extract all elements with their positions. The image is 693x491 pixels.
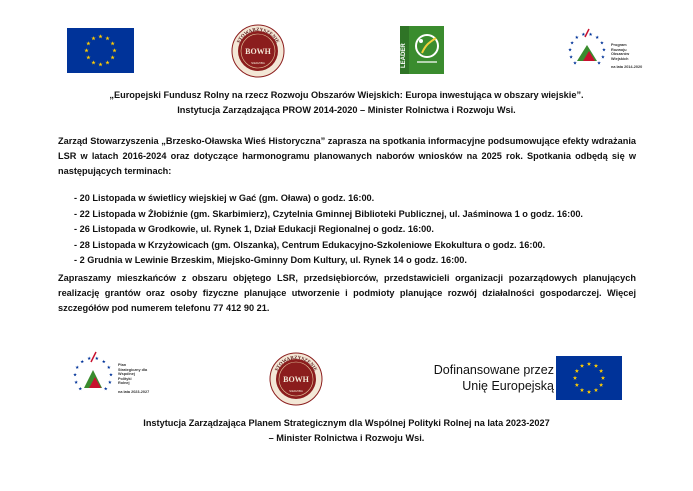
leader-logo-icon: [400, 26, 444, 74]
header-line-2: Instytucja Zarządzająca PROW 2014-2020 – Minister Rolnictwa i Rozwoju Wsi.: [177, 105, 516, 115]
star-icon: [600, 41, 604, 44]
ps-wpr-line: Polityki: [118, 376, 132, 381]
bowh-center-text: BOWH: [283, 375, 309, 384]
star-icon: [602, 48, 606, 51]
meeting-item: - 20 Listopada w świetlicy wiejskiej w Gać (gm. Oława) o godz. 16:00.: [74, 193, 375, 203]
meeting-item: - 28 Listopada w Krzyżowicach (gm. Olszanka), Centrum Edukacyjno-Szkoleniowe Ekokultura o godz. 16:00.: [74, 239, 546, 250]
prow-logo: [565, 27, 643, 77]
ps-wpr-line: Plan: [118, 363, 127, 367]
bowh-bottom-text: SIEDZIBA: [289, 389, 303, 393]
star-icon: [108, 380, 112, 383]
footer-line-1: Instytucja Zarządzająca Planem Strategicznym dla Wspólnej Polityki Rolnej na lata 2023-2027: [143, 418, 550, 428]
bowh-bottom-text: SIEDZIBA: [251, 61, 265, 65]
bowh-seal-bottom-icon: [269, 352, 323, 406]
ps-wpr-years: na lata 2023-2027: [118, 390, 150, 394]
intro-paragraph: Zarząd Stowarzyszenia „Brzesko-Oławska Wieś Historyczna” zaprasza na spotkania informacyjne podsumowujące efekty wdrażania LSR w latach 2016-2024 oraz dotyczące harmonogramu planowanych naborów wniosków na 2025 rok. Spotkania odbędą się w następujących terminach:: [58, 136, 636, 176]
prow-line: Wiejskich: [611, 56, 629, 61]
prow-years: na lata 2014-2020: [611, 65, 643, 69]
ps-wpr-line: Rolnej: [118, 381, 130, 386]
star-icon: [109, 373, 113, 376]
star-icon: [75, 365, 79, 368]
star-icon: [74, 380, 78, 383]
ps-wpr-line: Wspólnej: [118, 372, 135, 377]
star-icon: [582, 32, 586, 35]
header: [40, 89, 653, 117]
star-icon: [80, 360, 84, 363]
star-icon: [601, 55, 605, 58]
prow-line: Rozwoju: [611, 47, 627, 52]
star-icon: [573, 61, 577, 64]
prow-line: Program: [611, 43, 627, 47]
eu-flag-bottom-icon: [556, 356, 622, 400]
eu-flag-icon: [67, 28, 134, 73]
prow-line: Obszarów: [611, 52, 630, 57]
eu-funding-line-2: Unię Europejską: [462, 379, 554, 393]
bowh-seal-icon: [231, 24, 285, 78]
prow-logo-icon: [565, 27, 609, 75]
footer: [40, 417, 653, 445]
eu-funding-line-1: Dofinansowane przez: [433, 363, 554, 377]
ps-wpr-logo: [70, 350, 170, 402]
star-icon: [107, 365, 111, 368]
star-icon: [595, 35, 599, 38]
header-line-1: „Europejski Fundusz Rolny na rzecz Rozwoju Obszarów Wiejskich: Europa inwestująca w obszary wiejskie”.: [109, 90, 584, 100]
bowh-ring-text: STOWARZYSZENIE: [236, 27, 280, 45]
invitation-paragraph: Zapraszamy mieszkańców z obszaru objętego LSR, przedsiębiorców, przedstawicieli organizacji pozarządowych planujących realizację grantów oraz osoby fizyczne planujące utworzenie i podmioty planujące rozwój działalności gospodarczej. Więcej szczegółów pod numerem telefonu 77 412 90 21.: [58, 273, 636, 313]
ps-wpr-logo-icon: [70, 350, 116, 400]
ps-wpr-text: [118, 363, 168, 386]
meeting-item: - 26 Listopada w Grodkowie, ul. Rynek 1, Dział Edukacji Regionalnej o godz. 16:00.: [74, 224, 434, 234]
star-icon: [78, 387, 82, 390]
prow-text: [611, 43, 639, 61]
star-icon: [568, 48, 572, 51]
meeting-item: - 2 Grudnia w Lewinie Brzeskim, Miejsko-Gminny Dom Kultury, ul. Rynek 14 o godz. 16:00.: [74, 255, 467, 265]
star-icon: [570, 41, 574, 44]
meetings-list: [74, 191, 664, 269]
star-icon: [589, 32, 593, 35]
star-icon: [87, 357, 91, 360]
eu-funding-text: [414, 362, 554, 394]
bowh-ring-text: STOWARZYSZENIE: [274, 355, 318, 373]
star-icon: [95, 357, 99, 360]
star-icon: [104, 387, 108, 390]
star-icon: [597, 61, 601, 64]
star-icon: [569, 55, 573, 58]
meeting-item: - 22 Listopada w Żłobiźnie (gm. Skarbimierz), Czytelnia Gminnej Biblioteki Publicznej, ul. Jaśminowa 1 o godz. 16:00.: [74, 208, 583, 219]
star-icon: [102, 360, 106, 363]
ps-wpr-line: Strategiczny dla: [118, 367, 148, 372]
star-icon: [73, 373, 77, 376]
leader-text: LEADER: [401, 43, 407, 68]
bowh-center-text: BOWH: [245, 47, 271, 56]
footer-line-2: – Minister Rolnictwa i Rozwoju Wsi.: [268, 433, 425, 443]
star-icon: [575, 35, 579, 38]
